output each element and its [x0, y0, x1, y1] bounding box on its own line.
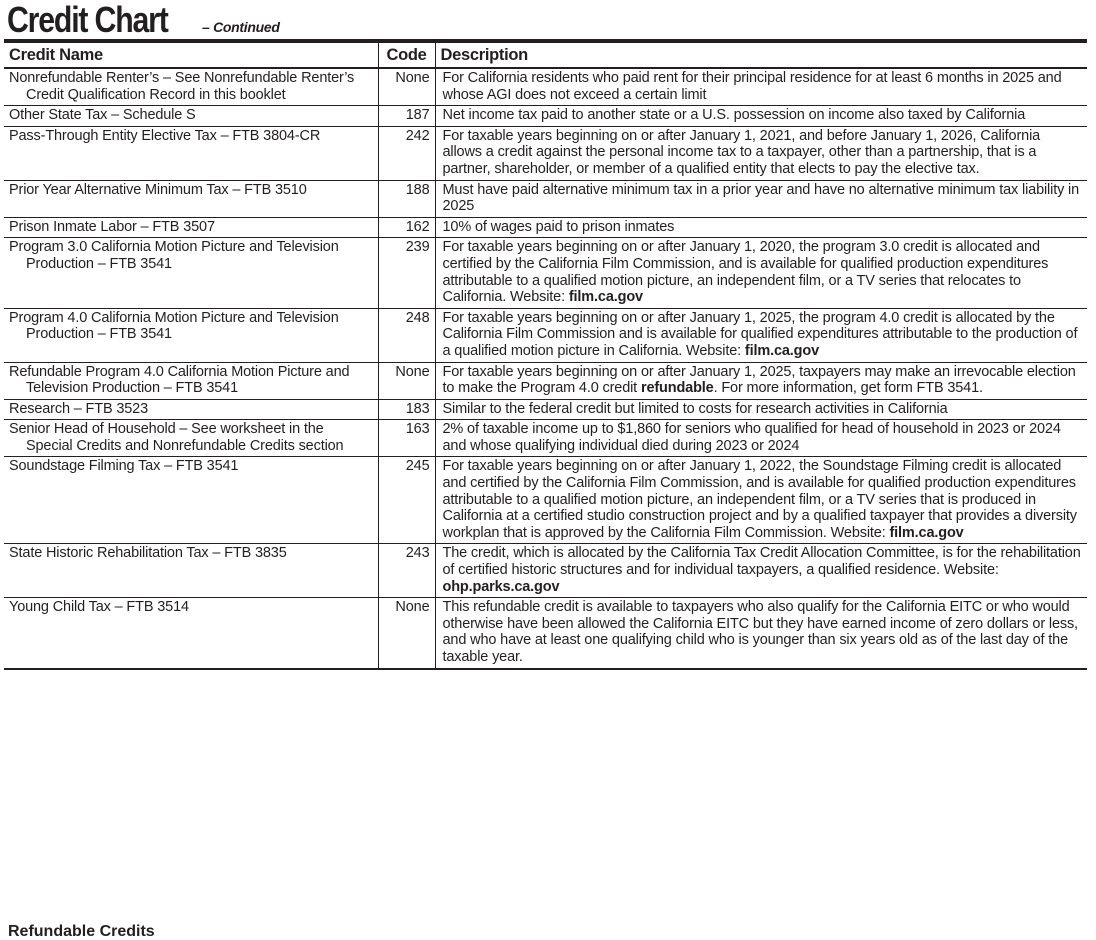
credit-description: The credit, which is allocated by the California Tax Credit Allocation Committee, is for the rehabilitation of certified historic structures and for individual taxpayers, a qualified residence. Website: [442, 545, 1081, 579]
table-row [4, 308, 1087, 362]
credit-description-cell [435, 180, 1087, 217]
credit-name: Program 3.0 California Motion Picture and Television Production – FTB 3541 [9, 239, 339, 272]
credit-name: State Historic Rehabilitation Tax – FTB 3835 [9, 545, 287, 562]
credit-name-cell [4, 217, 378, 238]
page-title-text: Credit Chart [7, 0, 168, 40]
credit-code: 163 [378, 420, 435, 457]
credit-description-cell [435, 68, 1087, 106]
credit-name: Research – FTB 3523 [9, 400, 148, 417]
table-row [4, 420, 1087, 457]
credit-description-emphasis: film.ca.gov [568, 289, 643, 306]
credit-description-cell [435, 238, 1087, 308]
credit-description: Net income tax paid to another state or a U.S. possession on income also taxed by California [442, 107, 1026, 124]
credit-code: 187 [378, 106, 435, 127]
table-row [4, 217, 1087, 238]
credit-name: Soundstage Filming Tax – FTB 3541 [9, 458, 239, 475]
page-title [7, 0, 280, 40]
credit-code: 188 [378, 180, 435, 217]
credit-name-cell [4, 126, 378, 180]
credit-description: For taxable years beginning on or after January 1, 2022, the Soundstage Filming credit is allocated and certified by the California Film Commission, and is available for qualified production expenditures attributable to a qualified motion picture, an independent film, or a TV series that is produced in California at a certified studio construction project and by a qualified taxpayer that provides a diversity workplan that is approved by the California Film Commission. Website: [442, 458, 1077, 541]
table-row [4, 238, 1087, 308]
table-row [4, 106, 1087, 127]
credit-name-cell [4, 457, 378, 544]
credit-name-cell [4, 238, 378, 308]
credit-code: None [378, 362, 435, 399]
table-header [4, 41, 1087, 68]
credit-description: For California residents who paid rent for their principal residence for at least 6 months in 2025 and whose AGI does not exceed a certain limit [442, 70, 1062, 103]
credit-description: 10% of wages paid to prison inmates [442, 218, 675, 235]
credit-name: Pass-Through Entity Elective Tax – FTB 3804-CR [9, 127, 321, 144]
credit-code: 239 [378, 238, 435, 308]
credit-description-cell [435, 362, 1087, 399]
credit-name-cell [4, 106, 378, 127]
credit-name: Other State Tax – Schedule S [9, 107, 196, 124]
credit-description-emphasis: film.ca.gov [744, 342, 819, 359]
credit-name-cell [4, 308, 378, 362]
table-row [4, 598, 1087, 669]
table-row [4, 362, 1087, 399]
credit-code: 243 [378, 544, 435, 598]
credit-name-cell [4, 598, 378, 669]
credit-code: None [378, 598, 435, 669]
credit-description: For taxable years beginning on or after January 1, 2025, taxpayers may make an irrevocable election to make the Program 4.0 credit [442, 363, 1076, 397]
credit-description-cell [435, 598, 1087, 669]
credit-name-cell [4, 399, 378, 420]
credit-name: Senior Head of Household – See worksheet in the Special Credits and Nonrefundable Credits section [9, 421, 344, 454]
table-row [4, 544, 1087, 598]
credit-description-emphasis: film.ca.gov [889, 524, 964, 541]
credit-name: Nonrefundable Renter’s – See Nonrefundable Renter’s Credit Qualification Record in this booklet [9, 70, 355, 103]
credit-description: This refundable credit is available to taxpayers who also qualify for the California EITC or who would otherwise have been allowed the California EITC but they have earned income of zero dollars or less, and who have at least one qualifying child who is younger than six years old as of the last day of the taxable year. [442, 599, 1078, 665]
credit-description: Similar to the federal credit but limited to costs for research activities in California [442, 400, 948, 417]
credit-name-cell [4, 420, 378, 457]
credit-description-cell [435, 457, 1087, 544]
credit-name: Program 4.0 California Motion Picture and Television Production – FTB 3541 [9, 309, 339, 343]
table-body [4, 68, 1087, 669]
credit-code: 183 [378, 399, 435, 420]
credit-code: 248 [378, 308, 435, 362]
next-section-heading: Refundable Credits [8, 923, 155, 940]
table-row [4, 68, 1087, 106]
credit-chart-table [4, 39, 1087, 670]
credit-name-cell [4, 68, 378, 106]
credit-code: 245 [378, 457, 435, 544]
credit-description-cell [435, 420, 1087, 457]
credit-description: 2% of taxable income up to $1,860 for seniors who qualified for head of household in 2023 or 2024 and whose qualifying individual died during 2023 or 2024 [442, 421, 1061, 454]
credit-description-cell [435, 106, 1087, 127]
credit-description-cell [435, 126, 1087, 180]
credit-name: Prior Year Alternative Minimum Tax – FTB 3510 [9, 181, 307, 198]
table-row [4, 126, 1087, 180]
credit-name: Refundable Program 4.0 California Motion Picture and Television Production – FTB 3541 [9, 363, 350, 397]
credit-description: Must have paid alternative minimum tax in a prior year and have no alternative minimum tax liability in 2025 [442, 181, 1080, 215]
credit-description-cell [435, 217, 1087, 238]
credit-description-cell [435, 308, 1087, 362]
credit-code: 162 [378, 217, 435, 238]
credit-description-tail: . For more information, get form FTB 3541. [713, 380, 983, 397]
credit-name-cell [4, 544, 378, 598]
credit-name: Prison Inmate Labor – FTB 3507 [9, 218, 215, 235]
credit-description: For taxable years beginning on or after January 1, 2021, and before January 1, 2026, California allows a credit against the personal income tax to a taxpayer, other than a partnership, that is a partner, shareholder, or member of a qualified entity that elects to pay the elective tax. [442, 127, 1041, 177]
credit-name-cell [4, 180, 378, 217]
table-row [4, 457, 1087, 544]
credit-name-cell [4, 362, 378, 399]
credit-description: For taxable years beginning on or after January 1, 2020, the program 3.0 credit is allocated and certified by the California Film Commission, and is available for qualified production expenditures attributable to a qualified motion picture, an independent film, or a TV series that relocates to California. Website: [442, 239, 1049, 306]
credit-description-emphasis: refundable [640, 380, 714, 397]
credit-description-emphasis: ohp.parks.ca.gov [442, 578, 560, 595]
credit-description-cell [435, 544, 1087, 598]
table-row [4, 399, 1087, 420]
credit-description-cell [435, 399, 1087, 420]
column-header-code: Code [378, 41, 435, 68]
credit-code: None [378, 68, 435, 106]
table-row [4, 180, 1087, 217]
credit-description: For taxable years beginning on or after January 1, 2025, the program 4.0 credit is allocated by the California Film Commission and is available for qualified expenditures attributable to the production of a qualified motion picture in California. Website: [442, 309, 1078, 359]
column-header-credit-name: Credit Name [4, 41, 378, 68]
credit-name: Young Child Tax – FTB 3514 [9, 599, 189, 616]
table-header-row [4, 41, 1087, 68]
column-header-description: Description [435, 41, 1087, 68]
page-title-continued: – Continued [202, 19, 280, 35]
credit-code: 242 [378, 126, 435, 180]
